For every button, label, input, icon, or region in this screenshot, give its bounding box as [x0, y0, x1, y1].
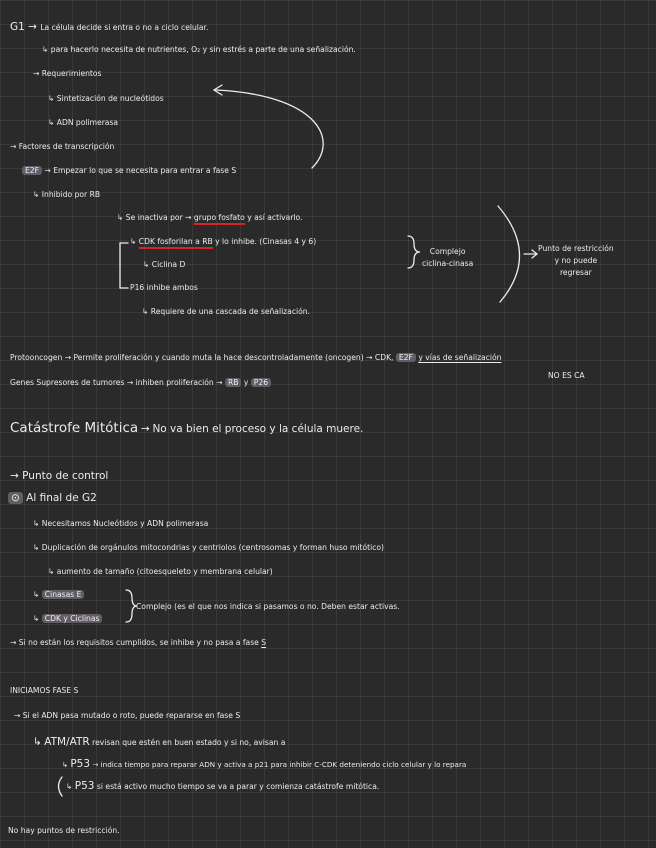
punto-line: Punto de restricción — [538, 244, 614, 253]
fase-s: S — [261, 638, 267, 647]
arrow-icon: → — [14, 711, 21, 720]
arrow-icon: → — [28, 21, 37, 33]
requerimiento-text: Sintetización de nucleótidos — [56, 94, 164, 103]
arrow-icon: → — [366, 353, 373, 362]
hook-arrow-icon: ↳ — [33, 590, 40, 599]
rb-tag: RB — [225, 378, 242, 387]
p53-label: P53 — [70, 758, 91, 770]
g1-sub-text: para hacerlo necesita de nutrientes, O₂ y sin estrés a parte de una señalización. — [50, 45, 356, 54]
arrow-icon: → — [140, 423, 150, 435]
complejo-line: ciclina-cinasa — [422, 259, 474, 268]
punto-line: regresar — [559, 268, 592, 277]
hook-arrow-icon: ↳ — [33, 543, 40, 552]
arrow-icon: → — [92, 760, 99, 769]
hook-arrow-icon: ↳ — [33, 736, 42, 748]
atm-label: ATM/ATR — [44, 736, 90, 748]
inactiva-tail: y así activarlo. — [247, 213, 303, 222]
hook-arrow-icon: ↳ — [130, 237, 137, 246]
hook-arrow-icon: ↳ — [142, 307, 149, 316]
g1-text: La célula decide si entra o no a ciclo celular. — [40, 23, 209, 32]
arrow-icon: → — [10, 470, 19, 482]
hook-arrow-icon: ↳ — [117, 213, 124, 222]
complejo-line: Complejo — [429, 247, 466, 256]
vias-text: y vías de señalización — [418, 353, 502, 362]
no-hay-text: No hay puntos de restricción. — [8, 826, 120, 835]
brace-icon — [408, 236, 420, 268]
circle-bullet-icon: ⊙ — [8, 492, 23, 504]
cdk-fosforilan: CDK fosforilan a RB — [139, 237, 213, 249]
inhibido-text: Inhibido por RB — [41, 190, 101, 199]
catastrofe-title: Catástrofe Mitótica — [10, 420, 139, 436]
necesitamos-text: Necesitamos Nucleótidos y ADN polimerasa — [41, 519, 209, 528]
e2f-text: Empezar lo que se necesita para entrar a fase S — [53, 166, 237, 175]
inhiben-text: inhiben proliferación — [135, 378, 214, 387]
hook-arrow-icon: ↳ — [33, 519, 40, 528]
arrow-icon: → — [126, 378, 134, 387]
arrow-icon: → — [64, 353, 72, 362]
al-final-text: Al final de G2 — [26, 492, 97, 504]
e2f-tag: E2F — [396, 353, 416, 362]
punto-line: y no puede — [554, 256, 598, 265]
hook-arrow-icon: ↳ — [33, 614, 40, 623]
bracket-icon — [120, 243, 128, 288]
aumento-text: aumento de tamaño (citoesqueleto y membrana celular) — [56, 567, 273, 576]
catastrofe-text: No va bien el proceso y la célula muere. — [152, 423, 364, 435]
p53-activo-text: si está activo mucho tiempo se va a parar y comienza catástrofe mitótica. — [96, 782, 380, 791]
cdk-ciclinas-tag: CDK y Ciclinas — [42, 614, 103, 623]
p53-label: P53 — [74, 780, 95, 792]
p16-text: P16 inhibe ambos — [130, 283, 198, 292]
arrow-icon: → — [10, 638, 17, 647]
arrow-icon: → — [216, 378, 223, 387]
hook-arrow-icon: ↳ — [48, 567, 55, 576]
curved-arrow-icon — [216, 90, 323, 168]
arrow-icon: → — [10, 142, 17, 151]
arrow-icon: → — [185, 213, 192, 222]
supresores-text: Genes Supresores de tumores — [10, 378, 125, 387]
hook-arrow-icon: ↳ — [62, 760, 69, 769]
complejo-g2-text: Complejo (es el que nos indica si pasamos o no. Deben estar activas. — [136, 602, 400, 611]
ciclina-d-text: Ciclina D — [151, 260, 186, 269]
e2f-tag: E2F — [22, 166, 42, 175]
cascada-text: Requiere de una cascada de señalización. — [150, 307, 310, 316]
adn-mutado-text: Si el ADN pasa mutado o roto, puede repararse en fase S — [22, 711, 241, 720]
requerimientos-text: Requerimientos — [41, 69, 102, 78]
y-text: y — [243, 378, 249, 387]
inactiva-text: Se inactiva por — [125, 213, 183, 222]
hook-arrow-icon: ↳ — [143, 260, 150, 269]
duplicacion-text: Duplicación de orgánulos mitocondrias y centriolos (centrosomas y forman huso mitótico) — [41, 543, 384, 552]
parenthesis-icon — [59, 777, 63, 796]
protooncogen-text: Permite proliferación y cuando muta la hace descontroladamente (oncogen) — [73, 353, 364, 362]
punto-control-text: Punto de control — [22, 470, 109, 482]
hook-arrow-icon: ↳ — [48, 118, 55, 127]
big-bracket-icon — [498, 206, 520, 302]
si-no-estan-text: Si no están los requisitos cumplidos, se inhibe y no pasa a fase — [18, 638, 259, 647]
arrow-icon: → — [44, 166, 51, 175]
cdk-label: CDK, — [374, 353, 394, 362]
g1-label: G1 — [10, 21, 25, 33]
no-es-ca: NO ES CA — [548, 371, 585, 380]
requerimiento-text: ADN polimerasa — [56, 118, 119, 127]
arrow-icon: → — [33, 69, 40, 78]
hook-arrow-icon: ↳ — [33, 190, 40, 199]
protooncogen-label: Protooncogen — [10, 353, 63, 362]
p26-tag: P26 — [251, 378, 271, 387]
atm-text: revisan que estén en buen estado y si no, avisan a — [92, 738, 286, 747]
p53-text: indica tiempo para reparar ADN y activa a p21 para inhibir C-CDK deteniendo ciclo celular y lo repara — [100, 760, 467, 769]
hook-arrow-icon: ↳ — [66, 782, 73, 791]
hook-arrow-icon: ↳ — [42, 45, 49, 54]
hook-arrow-icon: ↳ — [48, 94, 55, 103]
brace-icon — [126, 590, 137, 622]
cdk-inhibe: y lo inhibe. (Cinasas 4 y 6) — [215, 237, 317, 246]
factores-text: Factores de transcripción — [18, 142, 115, 151]
iniciamos-text: INICIAMOS FASE S — [10, 686, 79, 695]
cinasas-e-tag: Cinasas E — [42, 590, 85, 599]
grupo-fosfato: grupo fosfato — [194, 213, 245, 225]
